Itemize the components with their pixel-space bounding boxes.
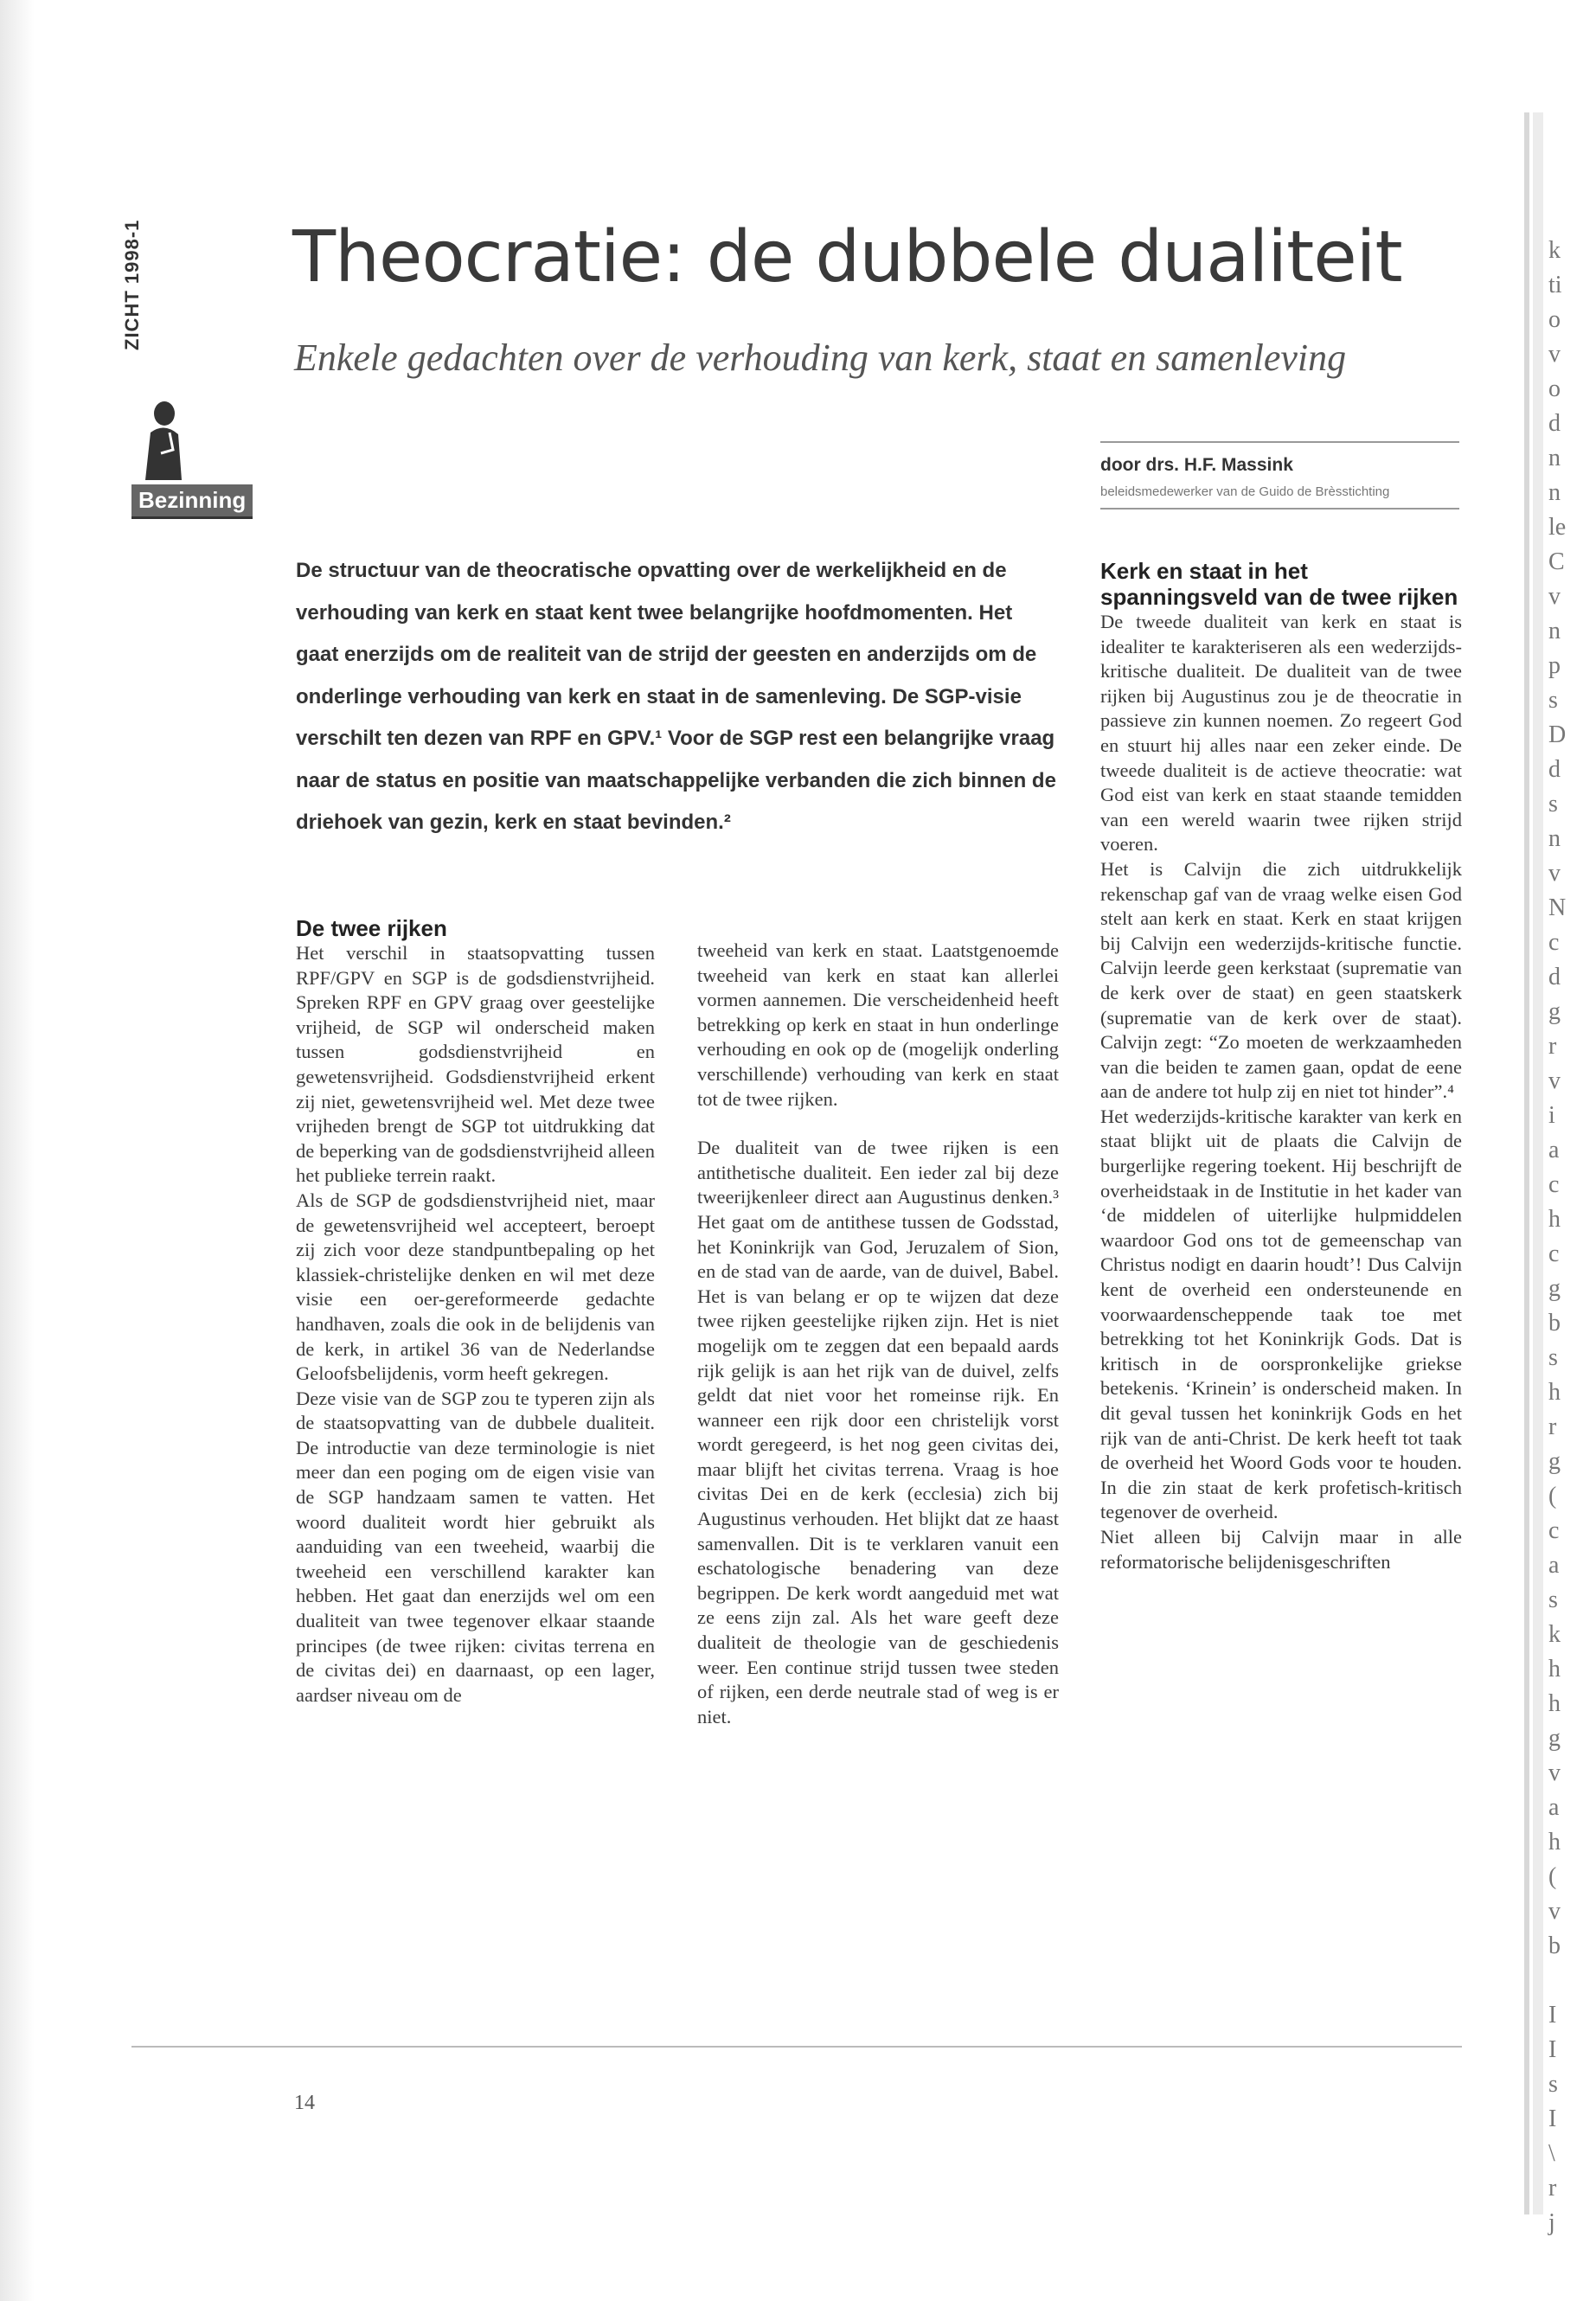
page-number: 14 <box>294 2092 315 2114</box>
next-page-edge-letter: g <box>1548 1275 1561 1302</box>
next-page-edge-text <box>1548 234 1596 2236</box>
next-page-edge-letter: v <box>1548 860 1561 887</box>
paragraph: Het wederzijds-kritische karakter van kerk en staat blijkt uit de plaats die Calvijn de burgerlijke regering toekent. Hij beschrijft de overheidstaak in de Institutie in het kader van ‘de middelen of uiterlijke hulpmiddelen waardoor God ons tot de gemeenschap van Christus nodigt en daarin houdt’! Dus Calvijn kent de overheid een ondersteunende en voorwaardenscheppende taak toe met betrekking tot het Koninkrijk Gods. Dat is kritisch in de oorspronkelijke griekse betekenis. ‘Krinein’ is onderscheid maken. In dit geval tussen het koninkrijk Gods en het rijk van de anti-Christ. De kerk heeft tot taak de overheid het Woord Gods voor te houden. In die zin staat de kerk profetisch-kritisch tegenover de overheid. <box>1100 1105 1462 1523</box>
next-page-edge-letter: I <box>1548 2036 1557 2063</box>
next-page-edge-letter: \ <box>1548 2140 1555 2167</box>
paragraph: Deze visie van de SGP zou te typeren zijn als de staatsopvatting van de dubbele dualiteit. De introductie van deze terminologie is niet meer dan een poging om de eigen visie van de SGP handzaam samen te vatten. Het woord dualiteit wordt hier gebruikt als aanduiding van een tweeheid, waarbij die tweeheid een verschillend karakter kan hebben. Het gaat dan enerzijds wel om een dualiteit van twee tegenover elkaar staande principes (de twee rijken: civitas terrena en de civitas dei) en daarnaast, op een lager, aardser niveau om de <box>296 1387 655 1706</box>
section-badge: Bezinning <box>131 484 253 519</box>
next-page-edge-letter: I <box>1548 2002 1557 2029</box>
page-edge <box>1524 112 1529 2214</box>
next-page-edge-letter: a <box>1548 1794 1560 1821</box>
next-page-edge-letter: k <box>1548 237 1561 264</box>
next-page-edge-letter: j <box>1548 2209 1555 2236</box>
next-page-edge-letter: g <box>1548 1725 1561 1752</box>
next-page-edge-letter: d <box>1548 756 1561 783</box>
column-1 <box>296 915 655 1708</box>
article-title: Theocratie: de dubbele dualiteit <box>292 216 1402 298</box>
next-page-edge-letter: c <box>1548 1517 1560 1544</box>
next-page-edge-letter: ( <box>1548 1863 1557 1890</box>
next-page-edge-letter: s <box>1548 2071 1558 2098</box>
page-edge-inner <box>1533 112 1543 2214</box>
paragraph: De tweede dualiteit van kerk en staat is idealiter te karakteriseren als een wederzijds-kritische dualiteit. De dualiteit van de twee rijken bij Augustinus zou je de theocratie in passieve zin kunnen noemen. Zo regeert God en stuurt hij alles naar een zeker einde. De tweede dualiteit is de actieve theocratie: wat God eist van kerk en staat staande temidden van een wereld waarin twee rijken strijd voeren. <box>1100 611 1462 856</box>
next-page-edge-letter: N <box>1548 894 1567 921</box>
paragraph: Het is Calvijn die zich uitdrukkelijk rekenschap gaf van de vraag welke eisen God stelt aan kerk en staat. Kerk en staat krijgen bij Calvijn een wederzijds-kritische functie. Calvijn leerde geen kerkstaat (suprematie van de kerk over de staat) en geen staatskerk (suprematie van de kerk over de staat). Calvijn zegt: “Zo moeten de werkzaamheden van die beiden te zamen gaan, opdat de eene aan de andere tot hulp zij en niet tot hinder”.⁴ <box>1100 857 1462 1103</box>
column-2 <box>697 939 1059 1729</box>
next-page-edge-letter: v <box>1548 1898 1561 1925</box>
next-page-edge-letter: s <box>1548 687 1558 714</box>
next-page-edge-letter: c <box>1548 929 1560 956</box>
section-heading-kerk-en-staat: Kerk en staat in het spanningsveld van de twee rijken <box>1100 558 1458 610</box>
thinker-icon <box>138 398 190 484</box>
next-page-edge-letter: le <box>1548 514 1567 541</box>
column-3 <box>1100 558 1462 1574</box>
next-page-edge-letter: b <box>1548 1932 1561 1959</box>
intro-paragraph: De structuur van de theocratische opvatting over de werkelijkheid en de verhouding van kerk en staat kent twee belangrijke hoofdmomenten. Het gaat enerzijds om de realiteit van de strijd der geesten en anderzijds om de onderlinge verhouding van kerk en staat in de samenleving. De SGP-visie verschilt ten dezen van RPF en GPV.¹ Voor de SGP rest een belangrijke vraag naar de status en positie van maatschappelijke verbanden die zich binnen de driehoek van gezin, kerk en staat bevinden.² <box>296 559 1056 834</box>
next-page-edge-letter: o <box>1548 375 1561 402</box>
next-page-edge-letter: C <box>1548 548 1565 575</box>
next-page-edge-letter: g <box>1548 998 1561 1025</box>
next-page-edge-letter: c <box>1548 1171 1560 1198</box>
next-page-edge-letter: a <box>1548 1552 1560 1579</box>
next-page-edge-letter: g <box>1548 1448 1561 1475</box>
paragraph: tweeheid van kerk en staat. Laatstgenoemde tweeheid van kerk en staat kan allerlei vormen aannemen. Die verscheidenheid heeft betrekking op kerk en staat in hun onderlinge verhouding en ook op de (mogelijk onderling verschillende) verhouding van kerk en staat tot de twee rijken. <box>697 939 1059 1110</box>
paragraph: Niet alleen bij Calvijn maar in alle reformatorische belijdenisgeschriften <box>1100 1525 1462 1573</box>
next-page-edge-letter: v <box>1548 583 1561 610</box>
next-page-edge-letter: o <box>1548 306 1561 333</box>
next-page-edge-letter: k <box>1548 1621 1561 1648</box>
next-page-edge-letter: v <box>1548 1759 1561 1786</box>
next-page-edge-letter: r <box>1548 1413 1557 1440</box>
next-page-edge-letter <box>1548 1964 1596 1998</box>
next-page-edge-letter: h <box>1548 1379 1561 1406</box>
magazine-label-text: ZICHT 1998-1 <box>121 219 143 350</box>
next-page-edge-letter: p <box>1548 652 1561 679</box>
next-page-edge-letter: ( <box>1548 1483 1557 1509</box>
next-page-edge-letter: d <box>1548 410 1561 437</box>
next-page-edge-letter: d <box>1548 964 1561 990</box>
page-gutter-shadow <box>0 0 35 2301</box>
footer-rule <box>131 2046 1462 2048</box>
next-page-edge-letter: s <box>1548 1344 1558 1371</box>
next-page-edge-letter: a <box>1548 1137 1560 1163</box>
next-page-edge-letter: i <box>1548 1102 1555 1129</box>
article-subtitle: Enkele gedachten over de verhouding van kerk, staat en samenleving <box>294 336 1347 379</box>
next-page-edge-letter: h <box>1548 1690 1561 1717</box>
next-page-edge-letter: h <box>1548 1829 1561 1856</box>
next-page-edge-letter: s <box>1548 791 1558 817</box>
next-page-edge-letter: ti <box>1548 272 1562 298</box>
section-heading-twee-rijken: De twee rijken <box>296 915 447 941</box>
next-page-edge-letter: n <box>1548 445 1561 471</box>
next-page-edge-letter: D <box>1548 721 1567 748</box>
next-page-edge-letter: n <box>1548 618 1561 644</box>
magazine-label <box>121 219 156 376</box>
next-page-edge-letter: c <box>1548 1240 1560 1267</box>
paragraph: Het verschil in staatsopvatting tussen RPF/GPV en SGP is de godsdienstvrijheid. Spreken RPF en GPV graag over geestelijke vrijheid, de SGP wil onderscheid maken tussen godsdienstvrijheid en gewetensvrijheid. Godsdienstvrijheid erkent zij niet, gewetensvrijheid wel. Met deze twee vrijheden brengt de SGP tot uitdrukking dat de beperking van de godsdienstvrijheid alleen het publieke terrein raakt. <box>296 942 655 1187</box>
author-name: door drs. H.F. Massink <box>1100 455 1293 475</box>
author-role: beleidsmedewerker van de Guido de Brèsstichting <box>1100 484 1390 499</box>
next-page-edge-letter: n <box>1548 825 1561 852</box>
next-page-edge-letter: s <box>1548 1586 1558 1613</box>
next-page-edge-letter: v <box>1548 1067 1561 1094</box>
next-page-edge-letter: I <box>1548 2106 1557 2132</box>
next-page-edge-letter: r <box>1548 1033 1557 1060</box>
next-page-edge-letter: h <box>1548 1656 1561 1682</box>
next-page-edge-letter: v <box>1548 341 1561 368</box>
paragraph: Als de SGP de godsdienstvrijheid niet, maar de gewetensvrijheid wel accepteert, beroept zij zich voor deze standpuntbepaling op het klassiek-christelijke denken en wil met deze visie een oer-gereformeerde gedachte handhaven, zoals die ook in de belijdenis van de kerk, in artikel 36 van de Nederlandse Geloofsbelijdenis, vorm heeft gekregen. <box>296 1189 655 1385</box>
next-page-edge-letter: n <box>1548 479 1561 506</box>
paragraph: De dualiteit van de twee rijken is een antithetische dualiteit. Een ieder zal bij deze tweerijkenleer direct aan Augustinus denken.³ Het gaat om de antithese tussen de Godsstad, het Koninkrijk van God, Jeruzalem of Sion, en de stad van de aarde, van de duivel, Babel. Het is van belang er op te wijzen dat deze twee rijken geestelijke rijken zijn. Het is niet mogelijk om te zeggen dat een bepaald aards rijk gelijk is aan het rijk van de duivel, zelfs geldt dat niet voor het romeinse rijk. En wanneer een rijk door een christelijk vorst wordt geregeerd, is het nog geen civitas dei, maar blijft het civitas terrena. Vraag is hoe civitas Dei en de kerk (ecclesia) zich bij Augustinus verhouden. Het blijkt dat ze haast samenvallen. Dit is te verklaren vanuit een eschatologische benadering van deze begrippen. De kerk wordt aangeduid met wat ze eens zijn zal. Als het ware geeft deze dualiteit de theologie van de geschiedenis weer. Een continue strijd tussen twee steden of rijken, een derde neutrale stad of weg is er niet. <box>697 1137 1059 1727</box>
paragraph-gap <box>697 1112 1059 1136</box>
next-page-edge-letter: r <box>1548 2175 1557 2202</box>
byline <box>1100 441 1459 510</box>
next-page-edge-letter: b <box>1548 1310 1561 1336</box>
next-page-edge-letter: h <box>1548 1206 1561 1233</box>
